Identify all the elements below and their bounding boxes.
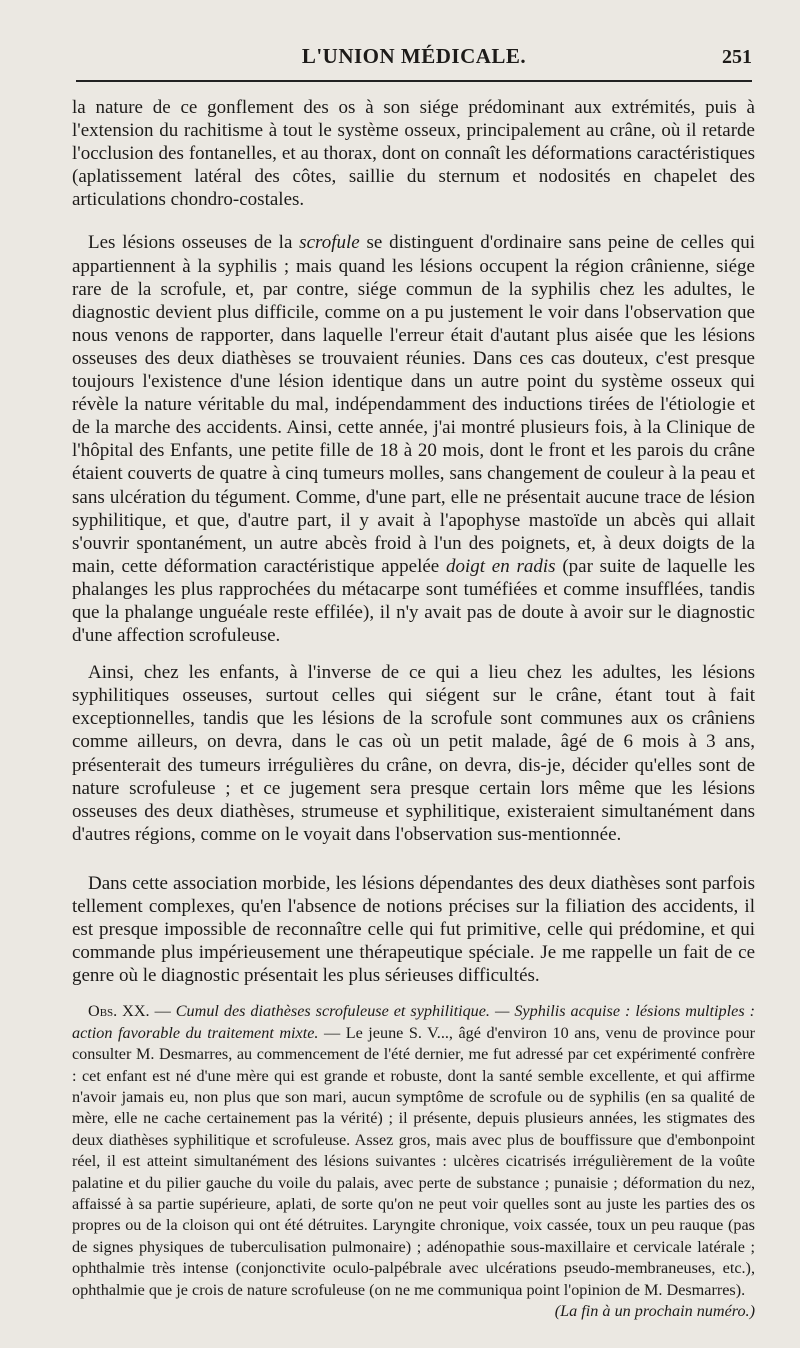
paragraph-scrofule <box>72 231 755 647</box>
text-run: (par suite de laquelle les phalanges les plus rapprochées du métacarpe sont tuméfiées et comme insufflées, tandis que la phalange unguéale reste effilée), il n'y avait pas de doute à avoir sur le diagnostic d'une affection scrofuleuse. <box>72 555 755 647</box>
paragraph-enfants: Ainsi, chez les enfants, à l'inverse de ce qui a lieu chez les adultes, les lésions syphilitiques osseuses, surtout celles qui siégent sur le crâne, étant tout à fait exceptionnelles, tandis que les lésions de la scrofule sont communes aux os crâniens comme ailleurs, on devra, dans le cas où un petit malade, âgé de 6 mois à 3 ans, présenterait des tumeurs irrégulières du crâne, on devra, dis-je, décider qu'elles sont de nature scrofuleuse ; et ce jugement sera presque certain lors même que les lésions osseuses des deux diathèses, strumeuse et syphilitique, existeraient simultanément dans d'autres régions, comme on le voyait dans l'observation sus-mentionnée. <box>72 662 755 845</box>
page-body <box>72 96 755 1322</box>
continued-note: (La fin à un prochain numéro.) <box>554 1302 755 1321</box>
emphasis: scrofule <box>299 232 360 254</box>
text-run: Les lésions osseuses de la <box>88 232 300 254</box>
running-header <box>76 40 752 72</box>
paragraph-association: Dans cette association morbide, les lésions dépendantes des deux diathèses sont parfois tellement complexes, qu'en l'absence de notions précises sur la filiation des accidents, il est presque impossible de reconnaître celle qui fut primitive, celle qui prédomine, et qui commande plus impérieusement une thérapeutique spéciale. Je me rappelle un fait de ce genre où le diagnostic présentait les plus sérieuses difficultés. <box>72 872 755 987</box>
observation-dash: — <box>149 1002 176 1021</box>
observation-title: Cumul des diathèses scrofuleuse et syphilitique. — Syphilis acquise : lésions multiples : action favorable du traitement mixte. <box>72 1002 755 1042</box>
observation-text: — Le jeune S. V..., âgé d'environ 10 ans, venu de province pour consulter M. Desmarres, au commencement de l'été dernier, me fut adressé par cet expérimenté confrère : cet enfant est né d'une mère qui est grande et robuste, dont la santé semble excellente, et qui affirme n'avoir jamais eu, non plus que son mari, aucun symptôme de scrofule ou de syphilis (en sa qualité de mère, elle ne cache certainement pas la vérité) ; il présente, depuis plusieurs années, les stigmates des deux diathèses syphilitique et scrofuleuse. Assez gros, mais avec plus de bouffissure que d'embonpoint réel, il est atteint simultanément des lésions suivantes : ulcères cicatrisés irrégulièrement de la voûte palatine et du pilier gauche du voile du palais, avec perte de substance ; punaisie ; déformation du nez, affaissé à sa partie supérieure, aplati, de sorte qu'on ne peut voir quelles sont au juste les parties des os propres ou de la cloison qui ont été détruites. Laryngite chronique, voix cassée, toux un peu rauque (pas de signes physiques de tuberculisation pulmonaire) ; adénopathie sous-maxillaire et cervicale latérale ; ophthalmie très intense (conjonctivite oculo-palpébrale avec ulcérations pseudo-membraneuses, etc.), ophthalmie que je crois de nature scrofuleuse (on ne me communiqua point l'opinion de M. Desmarres). <box>72 1023 755 1299</box>
main-text <box>72 96 755 987</box>
emphasis: doigt en radis <box>446 555 556 577</box>
text-run: se distinguent d'ordinaire sans peine de celles qui appartiennent à la syphilis ; mais quand les lésions occupent la région crânienne, siége rare de la scrofule, et, par contre, siége commun de la syphilis chez les adultes, le diagnostic devient plus difficile, comme on a pu justement le voir dans l'observation que nous venons de rapporter, dans laquelle l'erreur était d'autant plus aisée que les lésions osseuses des deux diathèses se trouvaient réunies. Dans ces cas douteux, c'est presque toujours l'existence d'une lésion identique dans un autre point du système osseux qui révèle la nature véritable du mal, indépendamment des inductions tirées de l'étiologie et de la marche des accidents. Ainsi, cette année, j'ai montré plusieurs fois, à la Clinique de l'hôpital des Enfants, une petite fille de 18 à 20 mois, dont le front et les parois du crâne étaient couverts de quatre à cinq tumeurs molles, sans changement de couleur à la peau et sans ulcération du tégument. Comme, d'une part, elle ne présentait aucune trace de lésion syphilitique, et que, d'autre part, il y avait à l'apophyse mastoïde un abcès qui allait s'ouvrir spontanément, un autre abcès froid à l'un des poignets, et, à deux doigts de la main, cette déformation caractéristique appelée <box>72 232 755 577</box>
page-number: 251 <box>722 46 752 68</box>
running-title: L'UNION MÉDICALE. <box>301 44 527 68</box>
header-rule <box>76 80 752 82</box>
paragraph-continuation: la nature de ce gonflement des os à son siége prédominant aux extrémités, puis à l'extension du rachitisme à tout le système osseux, principalement au crâne, où il retarde l'occlusion des fontanelles, et au thorax, dont on connaît les déformations caractéristiques (aplatissement latéral des côtes, saillie du sternum et nodosités en chapelet des articulations chondro-costales. <box>72 97 755 211</box>
observation-label: Obs. XX. <box>88 1002 150 1021</box>
observation-xx <box>72 1001 755 1321</box>
